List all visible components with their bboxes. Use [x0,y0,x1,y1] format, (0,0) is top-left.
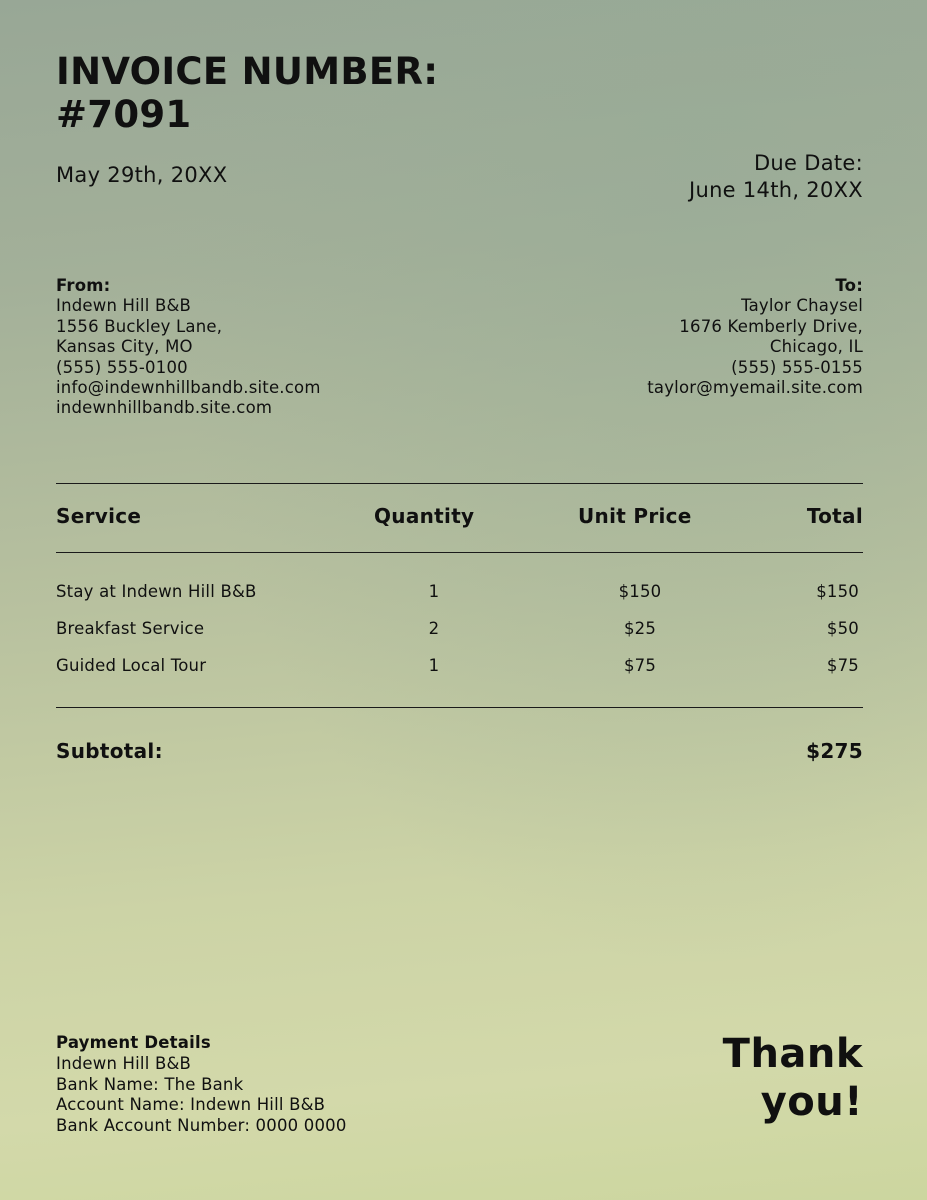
from-name: Indewn Hill B&B [56,296,192,316]
invoice-title-label: INVOICE NUMBER: [56,50,439,93]
table-top-divider [56,483,863,484]
to-street: 1676 Kemberly Drive, [679,316,863,336]
row-3-service: Guided Local Tour [56,656,207,675]
row-2-service: Breakfast Service [56,619,205,638]
from-heading: From: [56,276,111,295]
to-heading: To: [835,276,863,295]
row-1-total: $150 [816,582,859,601]
row-2-unit-price: $25 [623,619,657,638]
row-2-quantity: 2 [428,619,440,638]
payment-details [56,1033,347,1137]
table-bottom-divider [56,707,863,708]
from-street: 1556 Buckley Lane, [56,316,223,336]
subtotal-value: $275 [806,739,863,763]
thank-you-line-2: you! [760,1079,863,1125]
from-city: Kansas City, MO [56,337,193,357]
invoice-number: #7091 [56,93,192,136]
row-1-unit-price: $150 [618,582,662,601]
row-1-quantity: 1 [428,582,440,601]
row-3-total: $75 [826,656,859,675]
payment-account-number: Bank Account Number: 0000 0000 [56,1116,347,1136]
due-date-label: Due Date: [753,151,863,175]
table-header-divider [56,552,863,553]
row-1-service: Stay at Indewn Hill B&B [56,582,257,601]
payment-heading: Payment Details [56,1033,211,1052]
to-city: Chicago, IL [769,337,863,357]
due-date-value: June 14th, 20XX [688,178,863,202]
header-total: Total [806,504,863,528]
row-3-quantity: 1 [428,656,440,675]
row-2-total: $50 [826,619,859,638]
invoice-title [56,50,438,136]
to-name: Taylor Chaysel [741,296,863,316]
header-quantity: Quantity [374,504,475,528]
payment-bank-name: Bank Name: The Bank [56,1074,244,1094]
payment-account-name: Account Name: Indewn Hill B&B [56,1095,326,1115]
thank-you-message [723,1030,863,1126]
invoice-date: May 29th, 20XX [56,163,228,187]
row-3-unit-price: $75 [623,656,657,675]
header-service: Service [56,504,142,528]
to-phone: (555) 555-0155 [731,357,863,377]
from-email: info@indewnhillbandb.site.com [56,378,321,398]
thank-you-line-1: Thank [722,1031,863,1077]
payment-business-name: Indewn Hill B&B [56,1053,192,1073]
from-website: indewnhillbandb.site.com [56,398,273,418]
to-email: taylor@myemail.site.com [647,378,863,398]
from-address [56,276,321,419]
header-unit-price: Unit Price [578,504,692,528]
subtotal-label: Subtotal: [56,739,163,763]
to-address [647,276,863,398]
due-date-block [689,150,863,204]
from-phone: (555) 555-0100 [56,357,188,377]
